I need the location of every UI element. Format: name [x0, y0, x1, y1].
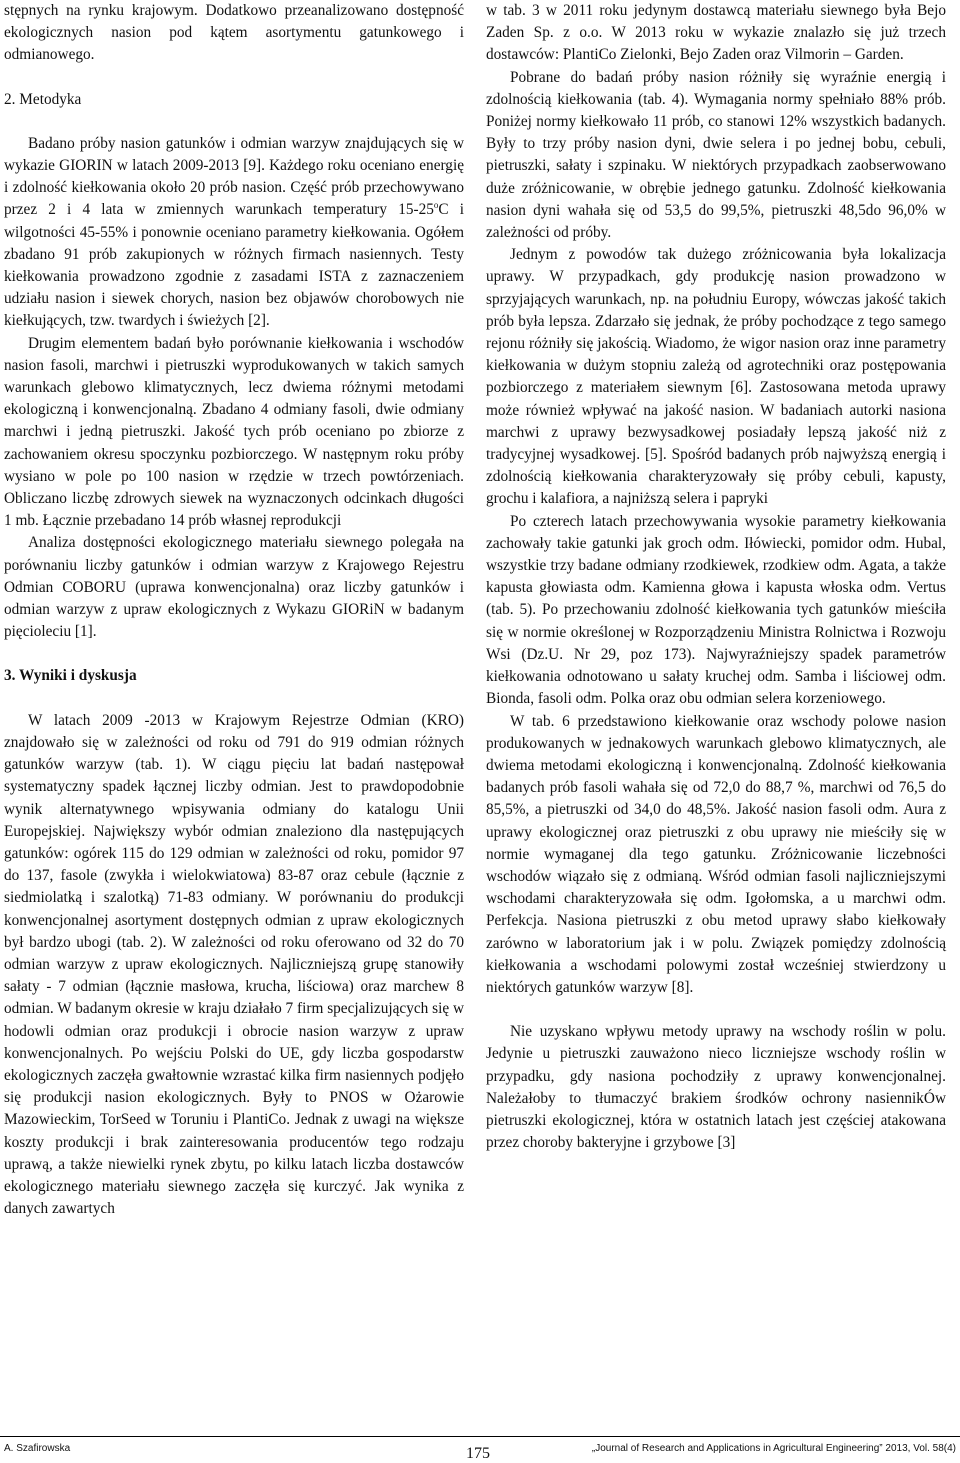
- paragraph-results-2: Jednym z powodów tak dużego zróżnicowania była lokalizacja uprawy. W przypadkach, gdy produkcję nasion prowadzono w sprzyjających warunkach, np. na południu Europy, wówczas jakość takich prób była lepsza. Zdarzało się jednak, że próby pochodzące z tego samego rejonu różniły się jakością. Wiadomo, że wigor nasion oraz inne parametry kiełkowania w dużym stopniu zależą od agrotechniki oraz postępowania pozbiorczego z materiałem siewnym [6]. Zastosowana metoda uprawy może również wpływać na jakość nasion. W badaniach autorki nasiona marchwi z uprawy bezwysadkowej posiadały lepszą jakość niż z tradycyjnej wysadkowej. [5]. Spośród badanych prób najwyższą energią i zdolnością kiełkowania charakteryzowały się próby cebuli, kapusty, grochu i kalafiora, a najniższą selera i papryki: [486, 246, 946, 508]
- footer-author: A. Szafirowska: [4, 1443, 71, 1454]
- paragraph-metodyka-1-b: C i wilgotności 45-55% i ponownie oceniano parametry kiełkowania. Ogółem zbadano 91 prób zakupionych w różnych firmach nasiennych. Testy kiełkowania prowadzono zgodnie z zasadami ISTA z zaznaczeniem udziału nasion i siewek chorych, nasion bez objawów chorobowych nie kiełkujących, tzw. twardych i świeżych [2].: [4, 201, 464, 330]
- degree-superscript: o: [433, 200, 439, 211]
- section-heading-metodyka: 2. Metodyka: [4, 90, 82, 108]
- paragraph-metodyka-3: Analiza dostępności ekologicznego materiału siewnego polegała na porównaniu liczby gatunków i odmian warzyw z Krajowego Rejestru Odmian COBORU (uprawa konwencjonalna) oraz liczby gatunków i odmian warzyw z upraw ekologicznych z Wykazu GIORiN w badanym pięcioleciu [1].: [4, 534, 464, 641]
- paragraph-results-5: Nie uzyskano wpływu metody uprawy na wschody roślin w polu. Jedynie u pietruszki zauważono nieco liczniejsze wschody roślin w przypadku, gdy nasiona pochodziły z uprawy konwencjonalnej. Należałoby to tłumaczyć brakiem środków ochrony nasiennikÓw pietruszki ekologicznej, która w ostatnich latach jest częściej atakowana przez choroby bakteryjne i grzybowe [3]: [486, 1023, 946, 1152]
- paragraph-results-3: Po czterech latach przechowywania wysokie parametry kiełkowania zachowały takie gatunki jak groch odm. Iłówiecki, pomidor odm. Hubal, wszystkie trzy badane odmiany rzodkiewek, rzodkiew odm. Agata, a także kapusta głowiasta odm. Kamienna głowa i kapusta włoska odm. Vertus (tab. 5). Po przechowaniu zdolność kiełkowania tych gatunków mieściła się w normie określonej w Rozporządzeniu Ministra Rolnictwa i Rozwoju Wsi (Dz.U. Nr 29, poz 173). Najwyraźniejszy spadek parametrów kiełkowania odnotowano u sałaty kruchej odm. Samba i liściowej odm. Bionda, fasoli odm. Polka oraz obu odmian selera korzeniowego.: [486, 512, 946, 708]
- paragraph-results-4: W tab. 6 przedstawiono kiełkowanie oraz wschody polowe nasion produkowanych w jednakowych warunkach glebowo klimatycznych, ale dwiema metodami ekologiczną i konwencjonalną. Zdolność kiełkowania badanych prób fasoli wahała się od 72,0 do 88,7 %, marchwi od 76,5 do 85,5%, a pietruszki od 34,0 do 48,5%. Jakość nasion fasoli odm. Aura z uprawy ekologicznej oraz pietruszki z obu uprawy nie mieściły się w normie wymaganej dla tego gatunku. Zróżnicowanie liczebności wschodów wiązało się z odmianą. Wśród odmian fasoli najliczniejszymi wschodami charakteryzowała się odm. Igołomska, a u marchwi odm. Perfekcja. Nasiona pietruszki z obu metod uprawy słabo kiełkowały zarówno w laboratorium jak i w polu. Związek pomiędzy zdolnością kiełkowania a wschodami polowymi został wcześniej stwierdzony u niektórych gatunków warzyw [8].: [486, 712, 946, 996]
- paragraph-metodyka-2: Drugim elementem badań było porównanie kiełkowania i wschodów nasion fasoli, marchwi i pietruszki wyprodukowanych w takich samych warunkach glebowo klimatycznych, lecz dwiema różnymi metodami ekologiczną i konwencjonalną. Zbadano 4 odmiany fasoli, dwie odmiany marchwi i jedną pietruszki. Jakość tych prób oceniano po zbiorze z zachowaniem okresu spoczynku pozbiorczego. W następnym roku próby wysiano w pole po 100 nasion w rzędzie w trzech powtórzeniach. Obliczano liczbę zdrowych siewek na wyznaczonych odcinkach długości 1 mb. Łącznie przebadano 14 prób własnej reprodukcji: [4, 334, 464, 530]
- paragraph-results-1: Pobrane do badań próby nasion różniły się wyraźnie energią i zdolnością kiełkowania (tab. 4). Wymagania normy spełniało 88% prób. Poniżej normy kiełkowało 11 prób, co stanowi 12% wszystkich badanych. Były to trzy próby nasion dyni, dwie selera i po jednej bobu, cebuli, pietruszki, sałaty i szpinaku. W niektórych przypadkach zaobserwowano duże zróżnicowanie, w obrębie jednego gatunku. Zdolność kiełkowania nasion dyni wahała się od 53,5 do 99,5%, pietruszki 48,5do 96,0% w zależności od próby.: [486, 68, 946, 242]
- section-heading-wyniki: 3. Wyniki i dyskusja: [4, 667, 137, 685]
- right-column: [486, 0, 946, 1154]
- paragraph-continued: w tab. 3 w 2011 roku jedynym dostawcą materiału siewnego była Bejo Zaden Sp. z o.o. W 2013 roku w wykazie znalazło się już trzech dostawców: PlantiCo Zielonki, Bejo Zaden oraz Vilmorin – Garden.: [486, 2, 946, 64]
- footer-journal: „Journal of Research and Applications in Agricultural Engineering” 2013, Vol. 58(4): [591, 1443, 956, 1454]
- page-number: 175: [466, 1445, 490, 1462]
- paragraph-wyniki-1: W latach 2009 -2013 w Krajowym Rejestrze Odmian (KRO) znajdowało się w zależności od roku od 791 do 919 odmian różnych gatunków warzyw (tab. 1). W ciągu pięciu lat badań następował systematyczny spadek łącznej liczby odmian. Jest to prawdopodobnie wynik alternatywnego wpisywania odmiany do katalogu Unii Europejskiej. Największy wybór odmian znaleziono dla następujących gatunków: ogórek 115 do 129 odmian w zależności od roku, pomidor 97 do 137, fasole (zwykła i wielokwiatowa) 83-87 oraz cebule (łącznie z siedmiolatką i szalotką) 71-83 odmiany. W porównaniu do produkcji konwencjonalnej asortyment dostępnych odmian z upraw ekologicznych był bardzo ubogi (tab. 2). W zależności od roku oferowano od 32 do 70 odmian warzyw z upraw ekologicznych. Najliczniejszą grupę stanowiły sałaty - 7 odmian (łącznie masłowa, krucha, liściowa) oraz marchew 8 odmian. W badanym okresie w kraju działało 7 firm specjalizujących się w hodowli odmian oraz produkcji i obrocie nasion warzyw z upraw konwencjonalnych. Po wejściu Polski do UE, gdy liczba gospodarstw ekologicznych zaczęła gwałtownie wzrastać kilka firm nasiennych podjęło się produkcji nasion ekologicznych. Były to PNOS w Ożarowie Mazowieckim, TorSeed w Toruniu i PlantiCo. Jednak z uwagi na większe koszty produkcji i brak zainteresowania producentów tego rodzaju uprawą, a także niewielki rynek zbytu, po kilku latach liczba dostawców ekologicznego materiału siewnego zaczęła się kurczyć. Jak wynika z danych zawartych: [4, 711, 464, 1218]
- page-footer: [0, 1436, 960, 1463]
- paragraph-metodyka-1: [4, 133, 464, 333]
- paragraph-metodyka-1-a: Badano próby nasion gatunków i odmian warzyw znajdujących się w wykazie GIORIN w latach 2009-2013 [9]. Każdego roku oceniano energię i zdolność kiełkowania około 20 prób nasion. Część prób przechowywano przez 2 i 4 lata w zmiennych warunkach temperatury 15-25: [4, 134, 464, 219]
- left-column: [4, 0, 464, 1220]
- paragraph-intro-end: stępnych na rynku krajowym. Dodatkowo przeanalizowano dostępność ekologicznych nasion pod kątem asortymentu gatunkowego i odmianowego.: [4, 2, 464, 64]
